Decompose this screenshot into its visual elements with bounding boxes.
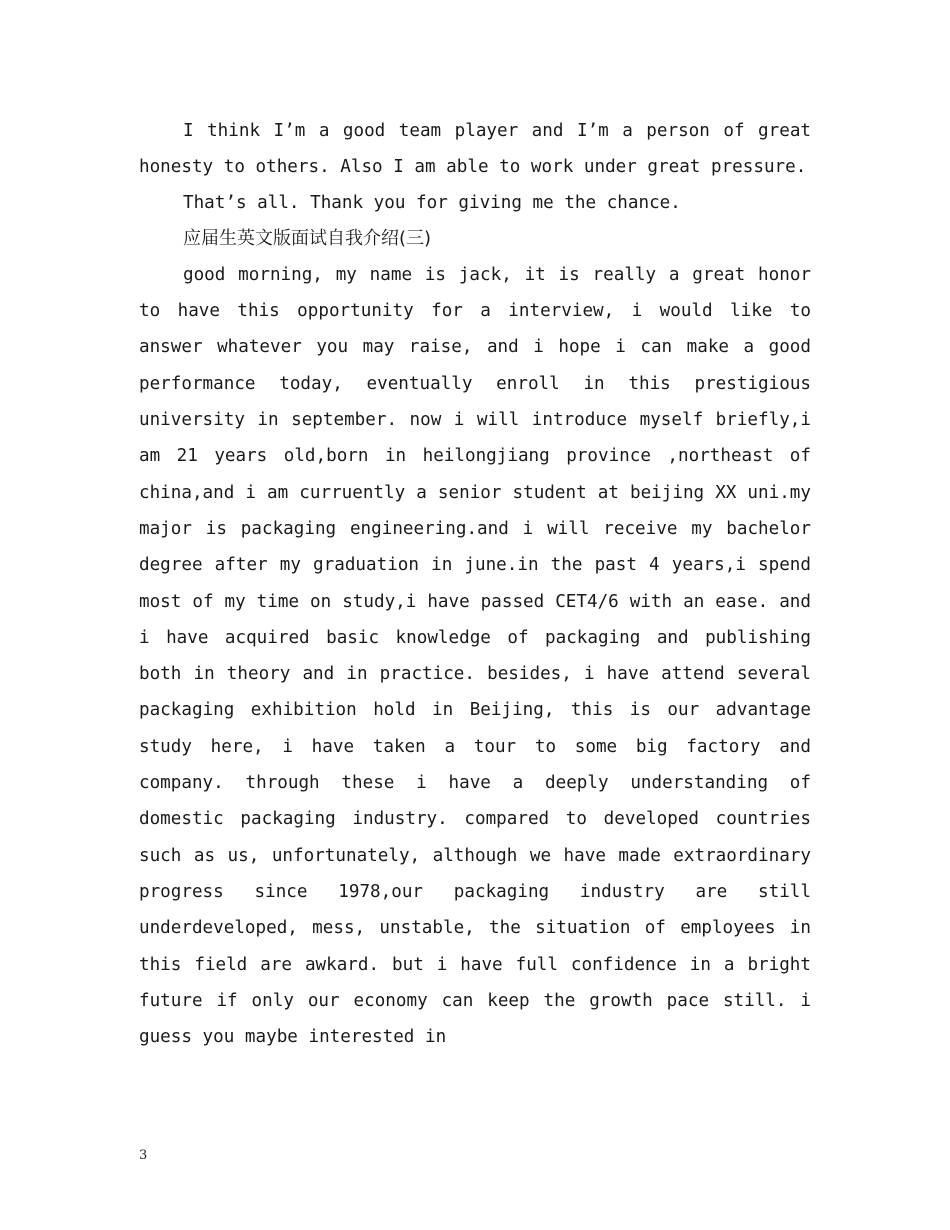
paragraph-closing: That’s all. Thank you for giving me the chance. (183, 192, 681, 213)
page-number: 3 (139, 1148, 148, 1163)
document-body (139, 113, 811, 1055)
section-heading: 应届生英文版面试自我介绍(三) (183, 227, 432, 249)
paragraph-self-introduction: good morning, my name is jack, it is really a great honor to have this opportunity for a interview, i would like to answer whatever you may raise, and i hope i can make a good performance today, eventually enroll in this prestigious university in september. now i will introduce myself briefly,i am 21 years old,born in heilongjiang province ,northeast of china,and i am curruently a senior student at beijing XX uni.my major is packaging engineering.and i will receive my bachelor degree after my graduation in june.in the past 4 years,i spend most of my time on study,i have passed CET4/6 with an ease. and i have acquired basic knowledge of packaging and publishing both in theory and in practice. besides, i have attend several packaging exhibition hold in Beijing, this is our advantage study here, i have taken a tour to some big factory and company. through these i have a deeply understanding of domestic packaging industry. compared to developed countries such as us, unfortunately, although we have made extraordinary progress since 1978,our packaging industry are still underdeveloped, mess, unstable, the situation of employees in this field are awkard. but i have full confidence in a bright future if only our economy can keep the growth pace still. i guess you maybe interested in (139, 264, 811, 1048)
paragraph-team-player: I think I’m a good team player and I’m a person of great honesty to others. Also I am able to work under great pressure. (139, 121, 811, 178)
